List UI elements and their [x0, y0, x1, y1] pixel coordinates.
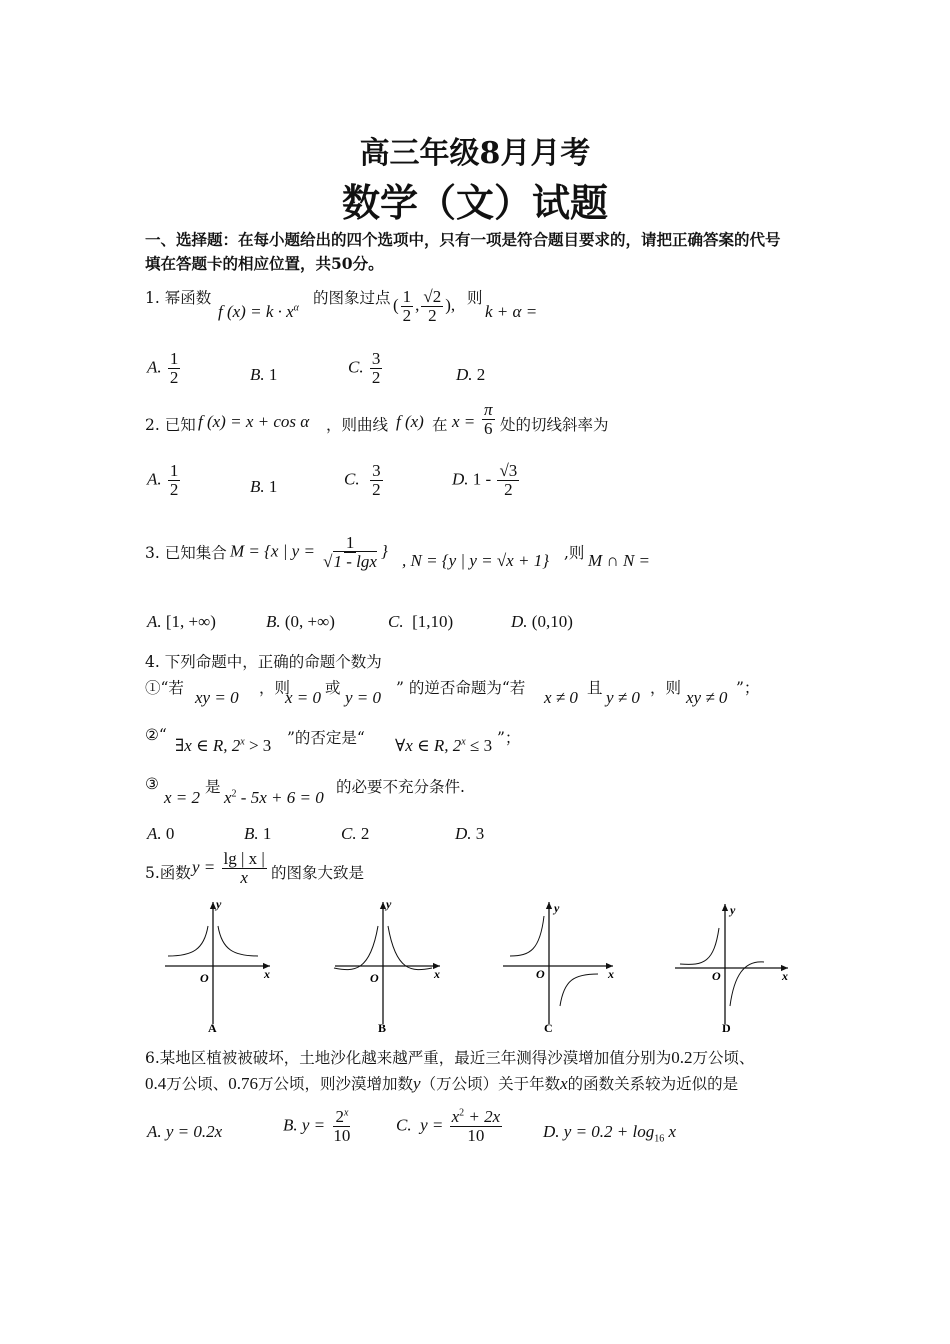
svg-text:x: x — [782, 969, 788, 983]
q4-option-b[interactable]: B. 1 — [244, 824, 272, 843]
q3-option-a[interactable]: A. [1, +∞) — [147, 612, 216, 631]
q3-tail: M ∩ N = — [588, 551, 650, 570]
svg-text:y: y — [386, 898, 392, 911]
q2-at: 在 — [432, 416, 448, 434]
q4-s1-l: xy ≠ 0 — [686, 688, 728, 707]
q5-a-y: y — [216, 898, 222, 911]
q2-xeq: x = — [452, 412, 476, 431]
q2-option-d[interactable]: D. 1 - $\frac{√3}{2}$ — [452, 461, 518, 499]
q1-prefix: 1. 幂函数 — [145, 289, 212, 307]
q6-option-a[interactable]: A. y = 0.2x — [147, 1122, 223, 1141]
svg-text:x: x — [434, 967, 440, 981]
q6-option-c[interactable]: C. y = $\frac{x^2 + 2x}{10}$ — [396, 1107, 501, 1145]
svg-text:O: O — [370, 971, 379, 985]
q5-formula: y = $\frac{\lg | x |}{x}$ — [192, 849, 265, 887]
q2-mid: ，则曲线 — [326, 416, 389, 434]
q2-suffix: 处的切线斜率为 — [500, 416, 609, 434]
q5-graph-d[interactable] — [675, 903, 788, 1035]
q1-tail: k + α = — [485, 302, 538, 321]
q5-graph-a[interactable] — [165, 898, 270, 1035]
q2-formula: f (x) = x + cos α — [198, 412, 310, 431]
q2-prefix: 2. 已知 — [145, 416, 196, 434]
q2-option-a[interactable]: A. $\frac{1}{2}$ — [147, 461, 179, 499]
q6-option-b[interactable]: B. y = $\frac{2^x}{10}$ — [283, 1107, 351, 1145]
q3-prefix: 3. 已知集合 — [145, 544, 227, 562]
q2-option-c[interactable]: C. $\frac{3}{2}$ — [344, 461, 381, 499]
q4-s1-c: ，则 — [259, 679, 291, 697]
q2-f: f (x) — [396, 412, 424, 431]
exam-subtitle: 数学（文）试题 — [341, 180, 608, 225]
svg-text:x: x — [608, 967, 614, 981]
q3-set-m: M = {x | y = $\frac{1}{√1 - \lg x}$ } — [230, 533, 388, 571]
q4-s1-e: 或 — [325, 679, 341, 697]
q4-s3-c: 是 — [205, 778, 221, 796]
section-instructions-line2: 填在答题卡的相应位置，共50分。 — [145, 254, 384, 273]
q4-s3-d: $x^2 - 5x + 6 = 0$ — [224, 788, 324, 807]
q1-suffix: 则 — [467, 289, 483, 307]
q5-prefix: 5.函数 — [145, 864, 191, 882]
q4-s2-g: ”； — [497, 729, 521, 747]
svg-text:B: B — [378, 1021, 387, 1035]
q4-s1-m: ”； — [736, 679, 760, 697]
q4-s3-f: 的必要不充分条件. — [336, 778, 465, 796]
q3-suffix: ,则 — [564, 544, 585, 562]
svg-text:y: y — [730, 903, 736, 917]
q1-mid: 的图象过点 — [313, 289, 391, 307]
q1-option-d[interactable]: D. 2 — [456, 365, 486, 384]
q4-statement-3: ③ — [145, 775, 159, 793]
q4-option-d[interactable]: D. 3 — [455, 824, 485, 843]
q5-a-x: x — [264, 967, 270, 981]
q5-graphs — [160, 898, 800, 1038]
q1-option-c[interactable]: C. $\frac{3}{2}$ — [348, 349, 381, 387]
q5-graph-c[interactable] — [503, 901, 614, 1035]
q4-prefix: 4. 下列命题中，正确的命题个数为 — [145, 653, 382, 671]
q3-option-d[interactable]: D. (0,10) — [511, 612, 573, 631]
exam-title: 高三年级8月月考 — [359, 136, 591, 171]
q4-s1-f: y = 0 — [345, 688, 382, 707]
q4-s2-b: ∃x ∈ R, 2$^x$ > 3 — [175, 736, 272, 755]
q1-option-b[interactable]: B. 1 — [250, 365, 278, 384]
q4-s1-k: ，则 — [650, 679, 682, 697]
svg-text:O: O — [712, 969, 721, 983]
q5-a-label: A — [208, 1021, 217, 1035]
q3-option-b[interactable]: B. (0, +∞) — [266, 612, 335, 631]
q4-s1-b: xy = 0 — [195, 688, 239, 707]
q6-line1: 6.某地区植被被破坏，土地沙化越来越严重，最近三年测得沙漠增加值分别为0.2万公顷、 — [145, 1048, 755, 1067]
q5-graph-b[interactable] — [334, 898, 440, 1035]
q2-pi-frac: $\frac{\pi}{6}$ — [484, 400, 493, 438]
q5-suffix: 的图象大致是 — [271, 864, 365, 882]
svg-text:D: D — [722, 1021, 731, 1035]
q4-statement-1: ①“若 — [145, 679, 184, 697]
section-instructions-line1: 一、选择题：在每小题给出的四个选项中，只有一项是符合题目要求的，请把正确答案的代号 — [145, 230, 781, 249]
q4-option-a[interactable]: A. 0 — [147, 824, 175, 843]
q4-s1-d: x = 0 — [285, 688, 322, 707]
q4-s1-g: ” 的逆否命题为“若 — [396, 679, 526, 697]
q3-set-n: , N = {y | y = √x + 1} — [402, 551, 549, 570]
q4-option-c[interactable]: C. 2 — [341, 824, 370, 843]
q4-s1-h: x ≠ 0 — [544, 688, 578, 707]
q4-s1-i: 且 — [587, 679, 603, 697]
q4-s1-j: y ≠ 0 — [606, 688, 640, 707]
q2-option-b[interactable]: B. 1 — [250, 477, 278, 496]
question-1 — [145, 286, 211, 308]
q5-a-origin: O — [200, 971, 209, 985]
q1-option-a[interactable]: A. $\frac{1}{2}$ — [147, 349, 179, 387]
svg-text:C: C — [544, 1021, 553, 1035]
svg-text:y: y — [554, 901, 560, 915]
q4-s3-b: x = 2 — [164, 788, 201, 807]
q6-line2: 0.4万公顷、0.76万公顷，则沙漠增加数y（万公顷）关于年数x的函数关系较为近似的是 — [145, 1074, 739, 1093]
q3-option-c[interactable]: C. [1,10) — [388, 612, 454, 631]
q1-point: ( $\frac{1}{2}$ , $\frac{√2}{2}$ ), — [393, 287, 456, 325]
q1-formula: f $(x) = k \cdot x^\alpha$ — [218, 302, 299, 321]
q6-option-d[interactable]: D. $y = 0.2 + \log_{16} x$ — [543, 1122, 677, 1145]
q4-s2-e: ∀x ∈ R, 2$^x$ ≤ 3 — [395, 736, 493, 755]
q4-s2-d: ”的否定是“ — [287, 729, 365, 747]
svg-text:O: O — [536, 967, 545, 981]
q4-statement-2: ②“ — [145, 726, 167, 744]
